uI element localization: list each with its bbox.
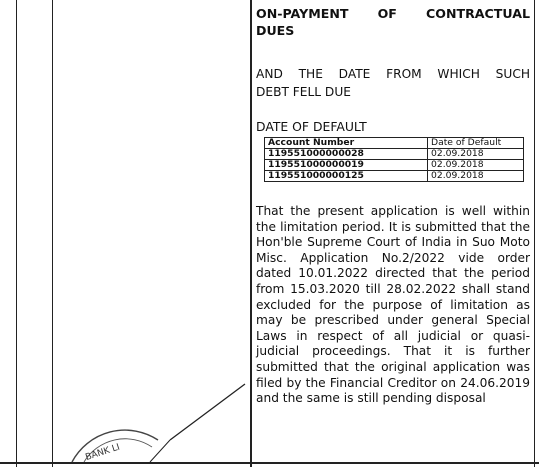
default-date-cell: 02.09.2018	[428, 149, 524, 160]
table-header-row	[265, 138, 524, 149]
debt-date-heading	[256, 65, 530, 101]
heading-line-2: DUES	[256, 23, 295, 38]
table-row	[265, 160, 524, 171]
column-header-account: Account Number	[265, 138, 428, 149]
table-row	[265, 149, 524, 160]
middle-divider-line	[250, 0, 252, 467]
account-number-cell: 119551000000125	[265, 171, 428, 182]
account-number-cell: 119551000000019	[265, 160, 428, 171]
default-date-cell: 02.09.2018	[428, 160, 524, 171]
accounts-table	[264, 137, 524, 182]
section-heading	[256, 5, 530, 39]
stamp-text: BANK LI	[84, 442, 122, 463]
column-header-date: Date of Default	[428, 138, 524, 149]
account-number-cell: 119551000000028	[265, 149, 428, 160]
limitation-paragraph: That the present application is well within the limitation period. It is submitted that the Hon'ble Supreme Court of India in Suo Moto Misc. Application No.2/2022 vide order dated 10.01.2022 directed that the period from 15.03.2020 till 28.02.2022 shall stand excluded for the purpose of limitation as may be prescribed under general Special Laws in respect of all judicial or quasi-judicial proceedings. That it is further submitted that the original application was filed by the Financial Creditor on 24.06.2019 and the same is still pending disposal	[256, 204, 530, 406]
default-date-cell: 02.09.2018	[428, 171, 524, 182]
heading-line-1: ON-PAYMENT OF CONTRACTUAL	[256, 6, 530, 21]
date-of-default-label: DATE OF DEFAULT	[256, 119, 367, 134]
table-row	[265, 171, 524, 182]
debt-date-line-2: DEBT FELL DUE	[256, 85, 351, 99]
stamp-graphic	[0, 0, 250, 467]
debt-date-line-1: AND THE DATE FROM WHICH SUCH	[256, 67, 530, 81]
right-border-line	[534, 0, 535, 467]
